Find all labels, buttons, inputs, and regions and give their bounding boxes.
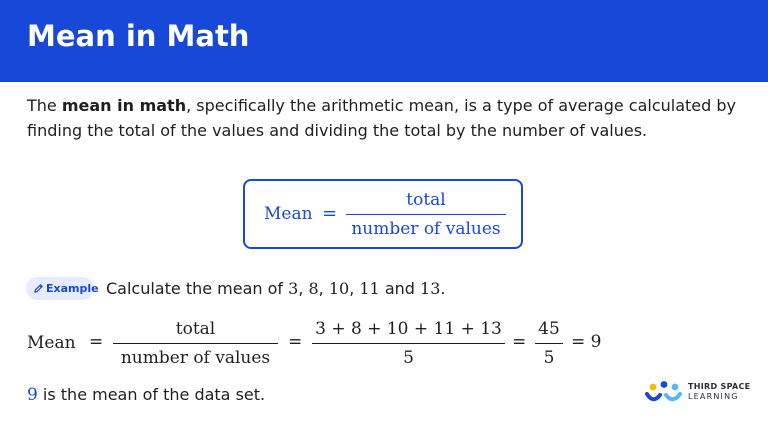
example-value-3: 10 — [328, 279, 350, 298]
calc-fraction-2-bar — [312, 343, 505, 344]
page-title: Mean in Math — [27, 19, 250, 53]
logo-text — [688, 382, 750, 402]
formula-fraction — [346, 189, 506, 240]
example-sep-1: , — [298, 279, 309, 298]
calc-fraction-1 — [113, 318, 278, 369]
calc-result: = 9 — [571, 332, 602, 352]
calc-fraction-2 — [312, 318, 505, 369]
calc-fraction-3-denominator: 5 — [543, 348, 555, 368]
logo-line-1: THIRD SPACE — [688, 382, 751, 391]
calc-fraction-1-denominator: number of values — [120, 348, 271, 368]
formula-lhs: Mean — [264, 204, 313, 224]
conclusion-text: is the mean of the data set. — [37, 385, 266, 404]
example-sep-2: , — [318, 279, 329, 298]
intro-paragraph — [27, 93, 747, 143]
formula-box — [243, 179, 523, 249]
example-end: . — [440, 279, 446, 298]
calc-lhs: Mean — [27, 333, 76, 353]
intro-bold-term: mean in math — [61, 96, 187, 115]
formula-fraction-bar — [346, 214, 506, 215]
calc-fraction-2-numerator: 3 + 8 + 10 + 11 + 13 — [315, 319, 502, 339]
calc-fraction-1-numerator: total — [175, 319, 216, 339]
calc-fraction-1-bar — [113, 343, 278, 344]
example-badge-label: Example — [46, 282, 99, 295]
calc-fraction-3-numerator: 45 — [538, 319, 560, 339]
calc-fraction-3-bar — [535, 343, 563, 344]
example-value-5: 13 — [420, 279, 441, 298]
calc-fraction-3 — [535, 318, 563, 369]
header-bar — [0, 0, 768, 82]
example-question-prefix: Calculate the mean of — [106, 279, 289, 298]
logo-mark-icon — [644, 380, 684, 406]
third-space-learning-logo — [644, 380, 764, 406]
pencil-icon — [33, 283, 44, 294]
formula-numerator: total — [406, 190, 446, 210]
example-question — [106, 279, 445, 298]
formula-equals: = — [322, 203, 338, 224]
calc-equals-1: = — [89, 332, 104, 352]
example-value-4: 11 — [359, 279, 380, 298]
conclusion — [27, 385, 265, 405]
example-value-2: 8 — [308, 279, 319, 298]
calc-equals-2: = — [288, 332, 303, 352]
intro-before: The — [27, 96, 62, 115]
logo-line-2: LEARNING — [688, 392, 739, 401]
example-sep-3: , — [349, 279, 360, 298]
conclusion-value: 9 — [27, 385, 38, 405]
example-and: and — [379, 279, 421, 298]
example-value-1: 3 — [288, 279, 299, 298]
formula-denominator: number of values — [351, 219, 501, 239]
example-badge — [26, 277, 99, 300]
intro-after: , specifically the arithmetic mean, is a type of average calculated by finding the total of the values and dividing the total by the number of values. — [27, 96, 737, 140]
calc-fraction-2-denominator: 5 — [403, 348, 414, 368]
calc-equals-3: = — [512, 332, 527, 352]
